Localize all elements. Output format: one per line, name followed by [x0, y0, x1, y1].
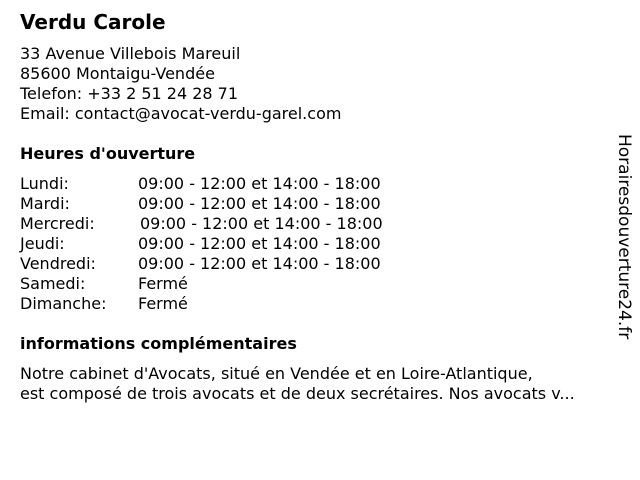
day-label: Vendredi: [20, 254, 96, 273]
day-label: Samedi: [20, 274, 86, 293]
day-label: Mardi: [20, 194, 70, 213]
hours-row-friday [20, 254, 440, 274]
day-label: Mercredi: [20, 214, 95, 233]
day-hours: 09:00 - 12:00 et 14:00 - 18:00 [138, 174, 381, 193]
day-hours: 09:00 - 12:00 et 14:00 - 18:00 [138, 194, 381, 213]
phone-number: Telefon: +33 2 51 24 28 71 [20, 84, 239, 103]
opening-hours-heading: Heures d'ouverture [20, 144, 196, 163]
address-street: 33 Avenue Villebois Mareuil [20, 44, 241, 63]
day-hours: 09:00 - 12:00 et 14:00 - 18:00 [140, 214, 383, 233]
address-city: 85600 Montaigu-Vendée [20, 64, 215, 83]
additional-info-heading: informations complémentaires [20, 334, 297, 353]
day-hours: 09:00 - 12:00 et 14:00 - 18:00 [138, 234, 381, 253]
hours-row-monday [20, 174, 440, 194]
description-line-2: est composé de trois avocats et de deux secrétaires. Nos avocats v... [20, 384, 575, 403]
day-hours: Fermé [138, 274, 188, 293]
day-label: Jeudi: [20, 234, 65, 253]
email-address: Email: contact@avocat-verdu-garel.com [20, 104, 342, 123]
site-watermark: Horairesdouverture24.fr [614, 134, 634, 340]
day-hours: 09:00 - 12:00 et 14:00 - 18:00 [138, 254, 381, 273]
hours-row-saturday [20, 274, 440, 294]
day-hours: Fermé [138, 294, 188, 313]
business-name: Verdu Carole [20, 10, 166, 34]
day-label: Lundi: [20, 174, 69, 193]
hours-row-thursday [20, 234, 440, 254]
hours-row-sunday [20, 294, 440, 314]
hours-row-tuesday [20, 194, 440, 214]
description-line-1: Notre cabinet d'Avocats, situé en Vendée et en Loire-Atlantique, [20, 364, 533, 383]
day-label: Dimanche: [20, 294, 107, 313]
hours-row-wednesday [20, 214, 440, 234]
